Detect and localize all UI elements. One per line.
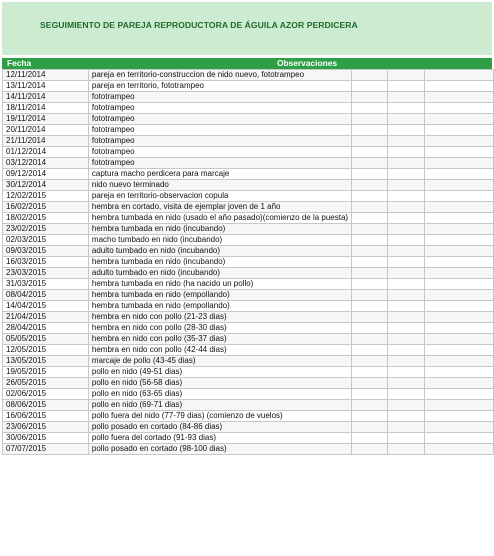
empty-cell[interactable] <box>424 444 493 455</box>
date-cell[interactable]: 16/02/2015 <box>3 202 89 213</box>
table-row <box>3 334 494 345</box>
empty-cell[interactable] <box>424 246 493 257</box>
date-cell[interactable]: 05/05/2015 <box>3 334 89 345</box>
empty-cell[interactable] <box>388 444 424 455</box>
empty-cell[interactable] <box>424 125 493 136</box>
empty-cell[interactable] <box>424 136 493 147</box>
empty-cell[interactable] <box>352 356 388 367</box>
observation-cell[interactable]: fototrampeo <box>88 147 351 158</box>
empty-cell[interactable] <box>352 147 388 158</box>
empty-cell[interactable] <box>352 378 388 389</box>
date-cell[interactable]: 28/04/2015 <box>3 323 89 334</box>
empty-cell[interactable] <box>352 235 388 246</box>
empty-cell[interactable] <box>388 70 424 81</box>
date-cell[interactable]: 21/04/2015 <box>3 312 89 323</box>
empty-cell[interactable] <box>388 114 424 125</box>
observation-cell[interactable]: nido nuevo terminado <box>88 180 351 191</box>
observation-cell[interactable]: hembra en nido con pollo (21-23 dias) <box>88 312 351 323</box>
observation-cell[interactable]: hembra tumbada en nido (incubando) <box>88 224 351 235</box>
observation-table <box>2 69 494 455</box>
table-row <box>3 378 494 389</box>
empty-cell[interactable] <box>388 400 424 411</box>
date-cell[interactable]: 31/03/2015 <box>3 279 89 290</box>
table-row <box>3 81 494 92</box>
empty-cell[interactable] <box>424 224 493 235</box>
table-row <box>3 433 494 444</box>
empty-cell[interactable] <box>352 191 388 202</box>
empty-cell[interactable] <box>388 268 424 279</box>
empty-cell[interactable] <box>424 378 493 389</box>
table-row <box>3 125 494 136</box>
empty-cell[interactable] <box>352 268 388 279</box>
empty-cell[interactable] <box>424 147 493 158</box>
table-row <box>3 356 494 367</box>
empty-cell[interactable] <box>388 158 424 169</box>
table-row <box>3 169 494 180</box>
observation-cell[interactable]: fototrampeo <box>88 103 351 114</box>
date-cell[interactable]: 21/11/2014 <box>3 136 89 147</box>
observation-cell[interactable]: fototrampeo <box>88 114 351 125</box>
date-cell[interactable]: 09/12/2014 <box>3 169 89 180</box>
empty-cell[interactable] <box>352 224 388 235</box>
date-cell[interactable]: 12/11/2014 <box>3 70 89 81</box>
observation-cell[interactable]: pollo fuera del cortado (91-93 dias) <box>88 433 351 444</box>
observation-table-body <box>3 70 494 455</box>
date-cell[interactable]: 12/02/2015 <box>3 191 89 202</box>
empty-cell[interactable] <box>352 114 388 125</box>
date-cell[interactable]: 23/02/2015 <box>3 224 89 235</box>
empty-cell[interactable] <box>424 70 493 81</box>
empty-cell[interactable] <box>388 213 424 224</box>
date-cell[interactable]: 02/06/2015 <box>3 389 89 400</box>
table-row <box>3 279 494 290</box>
table-row <box>3 136 494 147</box>
empty-cell[interactable] <box>388 202 424 213</box>
empty-cell[interactable] <box>352 158 388 169</box>
date-cell[interactable]: 02/03/2015 <box>3 235 89 246</box>
observation-cell[interactable]: hembra tumbada en nido (ha nacido un pollo) <box>88 279 351 290</box>
empty-cell[interactable] <box>352 169 388 180</box>
observation-cell[interactable]: pollo en nido (56-58 dias) <box>88 378 351 389</box>
date-cell[interactable]: 16/03/2015 <box>3 257 89 268</box>
observation-cell[interactable]: marcaje de pollo (43-45 dias) <box>88 356 351 367</box>
date-cell[interactable]: 09/03/2015 <box>3 246 89 257</box>
empty-cell[interactable] <box>424 103 493 114</box>
date-cell[interactable]: 18/02/2015 <box>3 213 89 224</box>
observation-cell[interactable]: macho tumbado en nido (incubando) <box>88 235 351 246</box>
date-cell[interactable]: 19/05/2015 <box>3 367 89 378</box>
date-cell[interactable]: 12/05/2015 <box>3 345 89 356</box>
date-cell[interactable]: 16/06/2015 <box>3 411 89 422</box>
empty-cell[interactable] <box>352 246 388 257</box>
date-cell[interactable]: 08/06/2015 <box>3 400 89 411</box>
empty-cell[interactable] <box>424 81 493 92</box>
table-row <box>3 180 494 191</box>
observation-cell[interactable]: hembra tumbada en nido (incubando) <box>88 257 351 268</box>
empty-cell[interactable] <box>352 81 388 92</box>
empty-cell[interactable] <box>388 378 424 389</box>
empty-cell[interactable] <box>424 213 493 224</box>
empty-cell[interactable] <box>388 290 424 301</box>
empty-cell[interactable] <box>352 312 388 323</box>
table-row <box>3 444 494 455</box>
empty-cell[interactable] <box>424 356 493 367</box>
observation-cell[interactable]: pareja en territorio-construccion de nido nuevo, fototrampeo <box>88 70 351 81</box>
table-row <box>3 213 494 224</box>
date-cell[interactable]: 18/11/2014 <box>3 103 89 114</box>
empty-cell[interactable] <box>352 334 388 345</box>
observation-cell[interactable]: fototrampeo <box>88 125 351 136</box>
empty-cell[interactable] <box>352 279 388 290</box>
empty-cell[interactable] <box>352 136 388 147</box>
empty-cell[interactable] <box>388 433 424 444</box>
date-cell[interactable]: 07/07/2015 <box>3 444 89 455</box>
empty-cell[interactable] <box>424 158 493 169</box>
table-row <box>3 301 494 312</box>
observation-cell[interactable]: captura macho perdicera para marcaje <box>88 169 351 180</box>
date-cell[interactable]: 14/04/2015 <box>3 301 89 312</box>
date-cell[interactable]: 20/11/2014 <box>3 125 89 136</box>
date-cell[interactable]: 14/11/2014 <box>3 92 89 103</box>
empty-cell[interactable] <box>424 323 493 334</box>
title-band <box>2 2 492 55</box>
empty-cell[interactable] <box>352 103 388 114</box>
empty-cell[interactable] <box>352 70 388 81</box>
date-cell[interactable]: 26/05/2015 <box>3 378 89 389</box>
empty-cell[interactable] <box>352 433 388 444</box>
table-row <box>3 70 494 81</box>
observation-cell[interactable]: pollo fuera del nido (77-79 dias) (comienzo de vuelos) <box>88 411 351 422</box>
observation-cell[interactable]: fototrampeo <box>88 158 351 169</box>
table-row <box>3 147 494 158</box>
observation-cell[interactable]: fototrampeo <box>88 92 351 103</box>
table-row <box>3 323 494 334</box>
observation-cell[interactable]: pareja en territorio-observacion copula <box>88 191 351 202</box>
date-cell[interactable]: 13/11/2014 <box>3 81 89 92</box>
column-header-date[interactable]: Fecha <box>2 58 122 69</box>
empty-cell[interactable] <box>388 180 424 191</box>
empty-cell[interactable] <box>424 411 493 422</box>
empty-cell[interactable] <box>424 169 493 180</box>
empty-cell[interactable] <box>424 345 493 356</box>
table-row <box>3 345 494 356</box>
observation-cell[interactable]: pollo posado en cortado (98-100 dias) <box>88 444 351 455</box>
empty-cell[interactable] <box>424 400 493 411</box>
observation-cell[interactable]: adulto tumbado en nido (incubando) <box>88 246 351 257</box>
empty-cell[interactable] <box>424 433 493 444</box>
table-row <box>3 257 494 268</box>
observation-cell[interactable]: fototrampeo <box>88 136 351 147</box>
empty-cell[interactable] <box>388 334 424 345</box>
empty-cell[interactable] <box>388 422 424 433</box>
observation-cell[interactable]: hembra en nido con pollo (28-30 dias) <box>88 323 351 334</box>
empty-cell[interactable] <box>388 235 424 246</box>
observation-cell[interactable]: hembra en cortado, visita de ejemplar joven de 1 año <box>88 202 351 213</box>
table-row <box>3 367 494 378</box>
empty-cell[interactable] <box>424 191 493 202</box>
empty-cell[interactable] <box>388 301 424 312</box>
empty-cell[interactable] <box>352 125 388 136</box>
empty-cell[interactable] <box>388 246 424 257</box>
empty-cell[interactable] <box>352 444 388 455</box>
empty-cell[interactable] <box>424 279 493 290</box>
empty-cell[interactable] <box>352 400 388 411</box>
empty-cell[interactable] <box>352 180 388 191</box>
empty-cell[interactable] <box>352 422 388 433</box>
table-row <box>3 92 494 103</box>
empty-cell[interactable] <box>352 290 388 301</box>
observation-cell[interactable]: pollo en nido (63-65 dias) <box>88 389 351 400</box>
observation-cell[interactable]: adulto tumbado en nido (incubando) <box>88 268 351 279</box>
table-row <box>3 103 494 114</box>
date-cell[interactable]: 23/06/2015 <box>3 422 89 433</box>
empty-cell[interactable] <box>388 279 424 290</box>
table-row <box>3 411 494 422</box>
observation-cell[interactable]: hembra tumbada en nido (empollando) <box>88 301 351 312</box>
empty-cell[interactable] <box>424 334 493 345</box>
table-row <box>3 235 494 246</box>
table-row <box>3 312 494 323</box>
empty-cell[interactable] <box>388 356 424 367</box>
empty-cell[interactable] <box>352 323 388 334</box>
empty-cell[interactable] <box>424 92 493 103</box>
empty-cell[interactable] <box>352 389 388 400</box>
empty-cell[interactable] <box>424 312 493 323</box>
empty-cell[interactable] <box>424 180 493 191</box>
table-row <box>3 290 494 301</box>
observation-cell[interactable]: hembra tumbada en nido (usado el año pasado)(comienzo de la puesta) <box>88 213 351 224</box>
observation-cell[interactable]: pollo en nido (69-71 dias) <box>88 400 351 411</box>
empty-cell[interactable] <box>388 147 424 158</box>
empty-cell[interactable] <box>424 367 493 378</box>
table-row <box>3 400 494 411</box>
observation-cell[interactable]: pollo posado en cortado (84-86 dias) <box>88 422 351 433</box>
empty-cell[interactable] <box>352 92 388 103</box>
empty-cell[interactable] <box>424 268 493 279</box>
empty-cell[interactable] <box>424 389 493 400</box>
table-row <box>3 158 494 169</box>
empty-cell[interactable] <box>388 191 424 202</box>
empty-cell[interactable] <box>424 235 493 246</box>
empty-cell[interactable] <box>388 312 424 323</box>
date-cell[interactable]: 23/03/2015 <box>3 268 89 279</box>
observation-cell[interactable]: hembra en nido con pollo (42-44 dias) <box>88 345 351 356</box>
empty-cell[interactable] <box>352 345 388 356</box>
empty-cell[interactable] <box>388 389 424 400</box>
empty-cell[interactable] <box>388 224 424 235</box>
table-row <box>3 422 494 433</box>
empty-cell[interactable] <box>388 367 424 378</box>
observation-cell[interactable]: pareja en territorio, fototrampeo <box>88 81 351 92</box>
date-cell[interactable]: 03/12/2014 <box>3 158 89 169</box>
column-header-notes[interactable]: Observaciones <box>122 58 492 69</box>
observation-cell[interactable]: hembra tumbada en nido (empollando) <box>88 290 351 301</box>
table-row <box>3 202 494 213</box>
empty-cell[interactable] <box>352 202 388 213</box>
empty-cell[interactable] <box>352 367 388 378</box>
empty-cell[interactable] <box>424 257 493 268</box>
observation-cell[interactable]: hembra en nido con pollo (35-37 dias) <box>88 334 351 345</box>
date-cell[interactable]: 19/11/2014 <box>3 114 89 125</box>
date-cell[interactable]: 30/06/2015 <box>3 433 89 444</box>
empty-cell[interactable] <box>388 323 424 334</box>
empty-cell[interactable] <box>388 125 424 136</box>
date-cell[interactable]: 30/12/2014 <box>3 180 89 191</box>
empty-cell[interactable] <box>388 169 424 180</box>
empty-cell[interactable] <box>424 290 493 301</box>
empty-cell[interactable] <box>424 422 493 433</box>
table-row <box>3 224 494 235</box>
empty-cell[interactable] <box>388 103 424 114</box>
empty-cell[interactable] <box>424 202 493 213</box>
date-cell[interactable]: 08/04/2015 <box>3 290 89 301</box>
empty-cell[interactable] <box>352 411 388 422</box>
table-row <box>3 114 494 125</box>
date-cell[interactable]: 13/05/2015 <box>3 356 89 367</box>
empty-cell[interactable] <box>388 411 424 422</box>
empty-cell[interactable] <box>388 136 424 147</box>
empty-cell[interactable] <box>388 257 424 268</box>
empty-cell[interactable] <box>352 213 388 224</box>
table-row <box>3 389 494 400</box>
empty-cell[interactable] <box>424 114 493 125</box>
date-cell[interactable]: 01/12/2014 <box>3 147 89 158</box>
empty-cell[interactable] <box>388 81 424 92</box>
empty-cell[interactable] <box>388 345 424 356</box>
table-row <box>3 268 494 279</box>
observation-cell[interactable]: pollo en nido (49-51 dias) <box>88 367 351 378</box>
empty-cell[interactable] <box>424 301 493 312</box>
table-row <box>3 246 494 257</box>
empty-cell[interactable] <box>352 257 388 268</box>
sheet-title: SEGUIMIENTO DE PAREJA REPRODUCTORA DE ÁGUILA AZOR PERDICERA <box>40 20 358 30</box>
empty-cell[interactable] <box>352 301 388 312</box>
empty-cell[interactable] <box>388 92 424 103</box>
table-row <box>3 191 494 202</box>
